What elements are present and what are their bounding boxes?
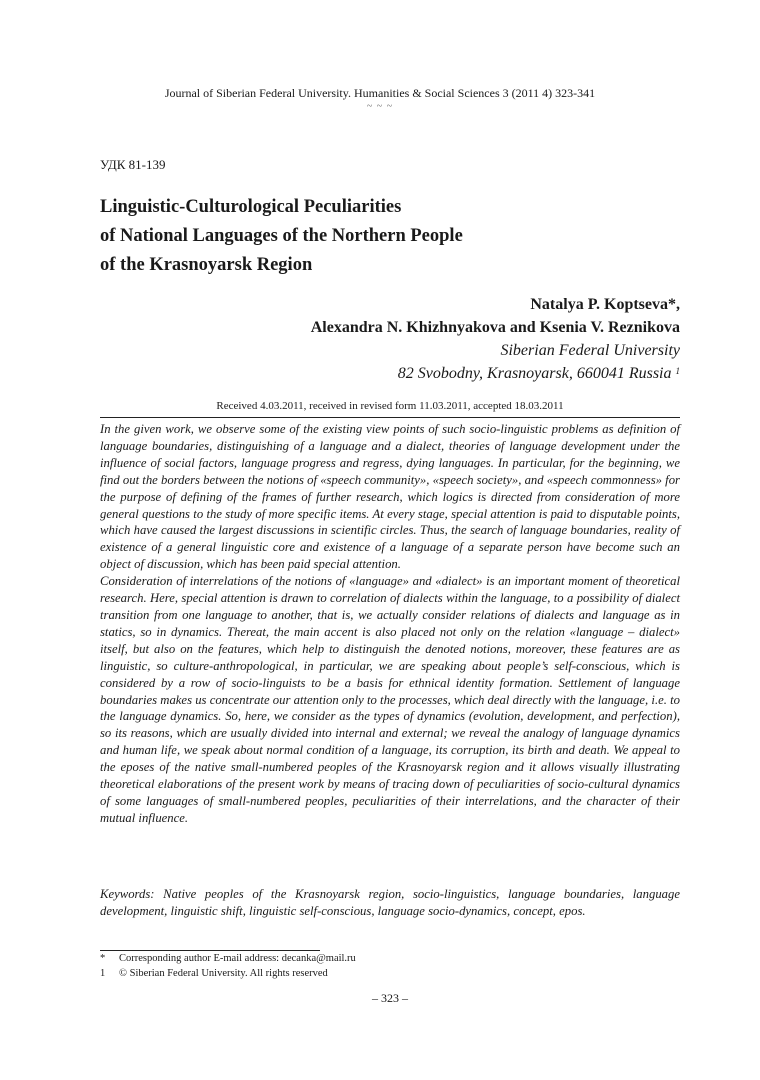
title-line-1: Linguistic-Culturological Peculiarities xyxy=(100,197,402,217)
author-line-2: Alexandra N. Khizhnyakova and Ksenia V. Reznikova xyxy=(310,319,680,336)
footnote-text: © Siberian Federal University. All rights reserved xyxy=(119,968,328,979)
footnote-text: Corresponding author E-mail address: decanka@mail.ru xyxy=(119,953,356,964)
page-number: – 323 – xyxy=(372,991,408,1005)
received-dates: Received 4.03.2011, received in revised form 11.03.2011, accepted 18.03.2011 xyxy=(216,400,564,412)
author-line-1: Natalya P. Koptseva*, xyxy=(530,296,680,313)
header-rule xyxy=(100,417,680,418)
address-line xyxy=(311,362,680,385)
footnote-copyright xyxy=(100,968,328,979)
abstract-paragraph-2: Consideration of interrelations of the notions of «language» and «dialect» is an important moment of theoretical research. Here, special attention is drawn to correlation of dialects within the language, to a possibility of dialect transition from one language to another, that is, we actually consider relations of dialects and language as in statics, so in dynamics. Thereat, the main accent is also placed not only on the relation «language – dialect» itself, but also on the features, which help to distinguish the denoted notions, moreover, these features are as linguistic, so culture-anthropological, in particular, we are speaking about people’s self-conscious, which is considered by a row of socio-linguists to be a basis for ethnical identity formation. Settlement of language boundaries makes us concentrate our attention only to the processes, which deal directly with the language, i.e. to the language dynamics. So, here, we consider as the types of dynamics (evolution, development, and perfection), so its reasons, which are usually divided into internal and external; we reveal the analogy of language dynamics and human life, we speak about normal condition of a language, its corruption, its birth and death. We appeal to the eposes of the native small-numbered peoples of the Krasnoyarsk region and it allows visually illustrating theoretical elaborations of the present work by means of tracing down of peculiarities of socio-cultural dynamics of some languages of small-numbered peoples, peculiarities of their interrelations, and the character of their mutual influence. xyxy=(100,574,680,825)
abstract-paragraph-1: In the given work, we observe some of the existing view points of such socio-linguistic problems as definition of language boundaries, distinguishing of a language and a dialect, theories of language development under the influence of social factors, language progress and regress, dying languages. In particular, for the beginning, we find out the borders between the notions of «speech community», «speech society», and «speech commonness» for the purpose of defining of the frames of further research, which logics is directed from consideration of more general questions to the study of more specific items. At every stage, special attention is paid to disputable points, which have caused the largest discussions in scientific circles. Thus, the search of language boundaries, reality of existence of a general linguistic core and existence of a language of a separate person have become such an object of discussion, which has been paid special attention. xyxy=(100,422,680,572)
udk-code: УДК 81-139 xyxy=(100,157,166,172)
article-title xyxy=(100,193,660,280)
address: 82 Svobodny, Krasnoyarsk, 660041 Russia xyxy=(397,365,672,382)
footnote-corresponding-author xyxy=(100,953,356,964)
footnote-mark: 1 xyxy=(100,968,106,979)
footnote-mark: * xyxy=(100,953,106,964)
title-line-2: of National Languages of the Northern People xyxy=(100,226,463,246)
abstract xyxy=(100,421,680,827)
address-footnote-mark: 1 xyxy=(675,366,680,376)
journal-header: Journal of Siberian Federal University. Humanities & Social Sciences 3 (2011 4) 323-341 xyxy=(164,86,596,100)
author-block xyxy=(311,293,680,385)
header-separator: ~ ~ ~ xyxy=(366,101,394,112)
title-line-3: of the Krasnoyarsk Region xyxy=(100,255,313,275)
affiliation: Siberian Federal University xyxy=(500,342,680,359)
footnote-rule xyxy=(100,950,320,951)
keywords: Keywords: Native peoples of the Krasnoyarsk region, socio-linguistics, language boundaries, language development, linguistic shift, linguistic self-conscious, language socio-dynamics, concept, epos. xyxy=(100,887,680,918)
